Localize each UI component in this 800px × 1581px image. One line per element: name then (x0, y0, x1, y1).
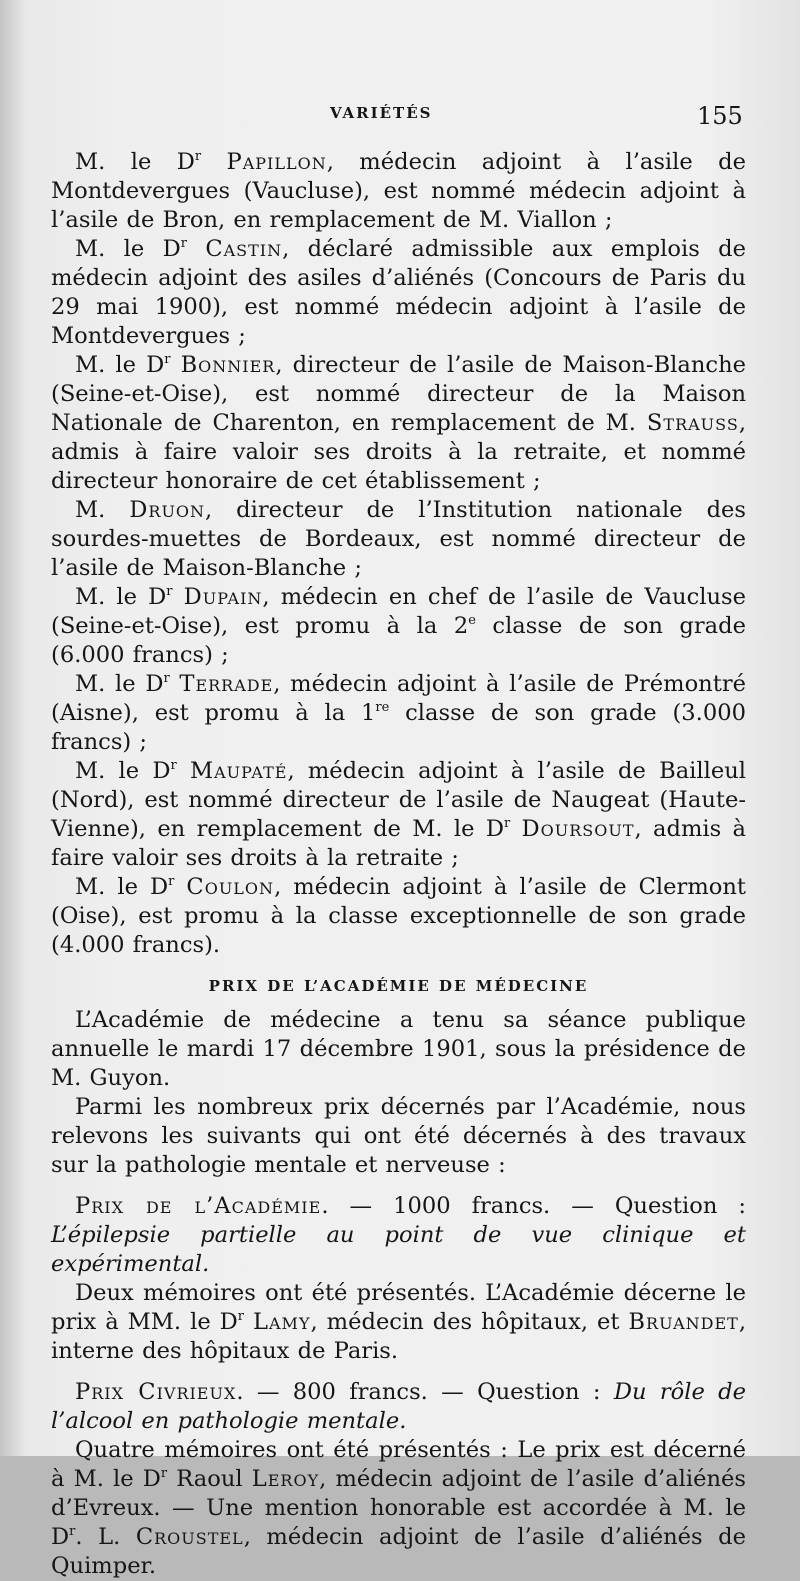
text-run: , médecin adjoint de l’asile d’aliénés de Quimper. (51, 1524, 747, 1579)
text-run: , interne des hôpitaux de Paris. (51, 1309, 746, 1364)
text-run: , médecin adjoint à l’asile de Prémontré (Aisne), est promu à la 1 (51, 671, 746, 726)
text-run: classe de son grade (6.000 francs) ; (51, 613, 746, 668)
person-name: Lamy (253, 1309, 311, 1335)
nomination-paragraph (51, 351, 746, 496)
text-run: , médecin adjoint à l’asile de Montdevergues (Vaucluse), est nommé médecin adjoint à l’asile de Bron, en remplacement de M. Viallon ; (51, 149, 747, 233)
prize-result (51, 1436, 746, 1581)
person-name: Castin (205, 236, 283, 262)
person-name: Bruandet (628, 1309, 739, 1335)
text-run: M. (75, 497, 130, 523)
text-run: M. le D (75, 584, 167, 610)
prize-question: L’épilepsie partielle au point de vue clinique et expérimental. (51, 1222, 746, 1277)
text-run: M. le D (75, 874, 169, 900)
prize-result (51, 1279, 746, 1366)
nomination-paragraph (51, 873, 746, 960)
running-title: VARIÉTÉS (330, 104, 433, 122)
superscript: r (163, 671, 170, 686)
nomination-paragraph (51, 235, 746, 351)
person-name: Papillon (226, 149, 327, 175)
superscript: r (69, 1524, 76, 1539)
text-run: , médecin adjoint à l’asile de Clermont (Oise), est promu à la classe exceptionnelle de son grade (4.000 francs). (51, 874, 746, 958)
text-run: , médecin adjoint à l’asile de Bailleul (Nord), est nommé directeur de l’asile de Naugeat (Haute-Vienne), en remplacement de M. le D (51, 758, 746, 842)
person-name: Druon (129, 497, 206, 523)
person-name: Bonnier (180, 352, 276, 378)
text-run: M. le D (75, 236, 181, 262)
person-name: Terrade (179, 671, 274, 697)
text-run: M. le D (75, 352, 165, 378)
text-run: M. le D (75, 671, 164, 697)
prize-heading (51, 1192, 746, 1279)
superscript: r (180, 236, 187, 251)
person-name: Dupain (183, 584, 263, 610)
superscript: r (168, 874, 175, 889)
person-name: Leroy (251, 1466, 320, 1492)
text-run: , déclaré admissible aux emplois de médecin adjoint des asiles d’aliénés (Concours de Paris du 29 mai 1900), est nommé médecin adjoint à l’asile de Montdevergues ; (51, 236, 746, 349)
person-name: Coulon (186, 874, 275, 900)
page-body (51, 148, 746, 1581)
text-run: Raoul (167, 1466, 252, 1492)
text-run: M. le D (75, 758, 171, 784)
text-run: . — 800 francs. — Question : (236, 1379, 614, 1405)
page-header (0, 102, 800, 132)
text-run: . — 1000 francs. — Question : (321, 1193, 746, 1219)
nomination-paragraph (51, 670, 746, 757)
superscript: r (164, 352, 171, 367)
text-run: , directeur de l’Institution nationale des sourdes-muettes de Bordeaux, est nommé directeur de l’asile de Maison-Blanche ; (51, 497, 747, 581)
section-title: PRIX DE L’ACADÉMIE DE MÉDECINE (208, 977, 589, 995)
superscript: e (468, 613, 476, 628)
text-run: classe de son grade (3.000 francs) ; (51, 700, 746, 755)
superscript: r (166, 584, 173, 599)
nomination-paragraph (51, 757, 746, 873)
superscript: r (160, 1466, 168, 1481)
text-run: , admis à faire valoir ses droits à la retraite ; (51, 816, 746, 871)
text-run: , directeur de l’asile de Maison-Blanche (Seine-et-Oise), est nommé directeur de la Maison Nationale de Charenton, en remplacement de M. (51, 352, 746, 436)
nomination-paragraph (51, 148, 746, 235)
prize-heading (51, 1378, 746, 1436)
page-number: 155 (697, 102, 743, 130)
superscript: r (194, 149, 202, 164)
prize-name: Prix Civrieux (75, 1379, 237, 1405)
text-run: . L. (75, 1524, 136, 1550)
text-run: , admis à faire valoir ses droits à la retraite, et nommé directeur honoraire de cet établissement ; (51, 410, 746, 494)
text-run: , médecin en chef de l’asile de Vaucluse (Seine-et-Oise), est promu à la 2 (51, 584, 746, 639)
prize-question: Du rôle de l’alcool en pathologie mentale. (51, 1379, 746, 1434)
superscript: re (375, 700, 390, 715)
text-run: M. le D (75, 149, 195, 175)
text-run: , médecin adjoint de l’asile d’aliénés d’Evreux. — Une mention honorable est accordée à M. le D (51, 1466, 747, 1550)
nomination-paragraph (51, 583, 746, 670)
person-name: Strauss (646, 410, 739, 436)
prize-name: Prix de l’Académie (75, 1193, 322, 1219)
superscript: r (503, 816, 511, 831)
person-name: Doursout (521, 816, 635, 842)
section-intro: Parmi les nombreux prix décernés par l’Académie, nous relevons les suivants qui ont été décernés à des travaux sur la pathologie mentale et nerveuse : (51, 1094, 746, 1178)
person-name: Maupaté (189, 758, 288, 784)
nomination-paragraph (51, 496, 746, 583)
superscript: r (170, 758, 177, 773)
person-name: Croustel (135, 1524, 244, 1550)
text-run: , médecin des hôpitaux, et (310, 1309, 629, 1335)
text-run: Deux mémoires ont été présentés. L’Académie décerne le prix à MM. le D (51, 1280, 746, 1335)
section-intro: L’Académie de médecine a tenu sa séance publique annuelle le mardi 17 décembre 1901, sous la présidence de M. Guyon. (51, 1007, 746, 1091)
superscript: r (237, 1309, 245, 1324)
text-run: Quatre mémoires ont été présentés : Le prix est décerné à M. le D (51, 1437, 746, 1492)
